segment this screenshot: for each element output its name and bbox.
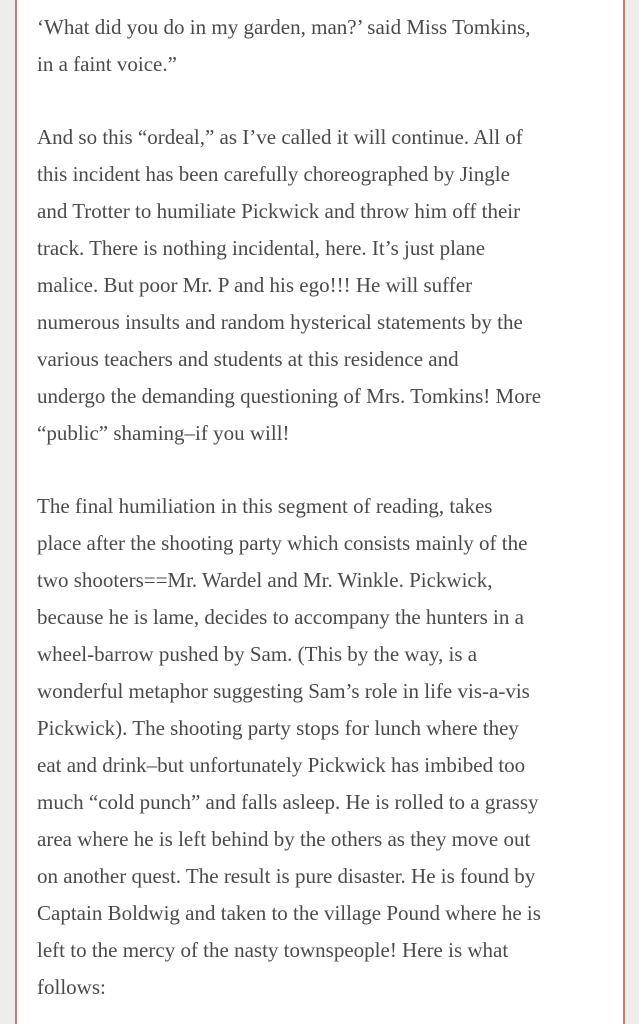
text-line: eat and drink–but unfortunately Pickwick has imbibed too <box>37 753 526 777</box>
text-line: because he is lame, decides to accompany the hunters in a <box>37 605 524 629</box>
text-line: area where he is left behind by the others as they move out <box>37 827 531 851</box>
text-line: malice. But poor Mr. P and his ego!!! He will suffer <box>37 273 473 297</box>
paragraph <box>37 9 607 83</box>
article-content <box>15 0 625 1024</box>
text-line: much “cold punch” and falls asleep. He is rolled to a grassy <box>37 790 539 814</box>
text-line: on another quest. The result is pure disaster. He is found by <box>37 864 536 888</box>
text-line: undergo the demanding questioning of Mrs. Tomkins! More <box>37 384 542 408</box>
text-line: Pickwick). The shooting party stops for lunch where they <box>37 716 519 740</box>
text-line: ‘What did you do in my garden, man?’ said Miss Tomkins, <box>37 15 531 39</box>
text-line: wonderful metaphor suggesting Sam’s role in life vis-a-vis <box>37 679 530 703</box>
text-line: and Trotter to humiliate Pickwick and throw him off their <box>37 199 521 223</box>
text-line: And so this “ordeal,” as I’ve called it will continue. All of <box>37 125 523 149</box>
text-line: in a faint voice.” <box>37 52 177 76</box>
text-line: The final humiliation in this segment of reading, takes <box>37 494 493 518</box>
text-line: wheel-barrow pushed by Sam. (This by the way, is a <box>37 642 478 666</box>
text-line: numerous insults and random hysterical statements by the <box>37 310 523 334</box>
text-line: follows: <box>37 975 106 999</box>
paragraph <box>37 488 607 1006</box>
text-line: two shooters==Mr. Wardel and Mr. Winkle. Pickwick, <box>37 568 493 592</box>
text-line: “public” shaming–if you will! <box>37 421 290 445</box>
text-line: track. There is nothing incidental, here. It’s just plane <box>37 236 486 260</box>
text-line: this incident has been carefully choreographed by Jingle <box>37 162 510 186</box>
text-line: place after the shooting party which consists mainly of the <box>37 531 528 555</box>
text-line: Captain Boldwig and taken to the village Pound where he is <box>37 901 541 925</box>
paragraph <box>37 119 607 452</box>
text-line: various teachers and students at this residence and <box>37 347 459 371</box>
text-line: left to the mercy of the nasty townspeople! Here is what <box>37 938 509 962</box>
